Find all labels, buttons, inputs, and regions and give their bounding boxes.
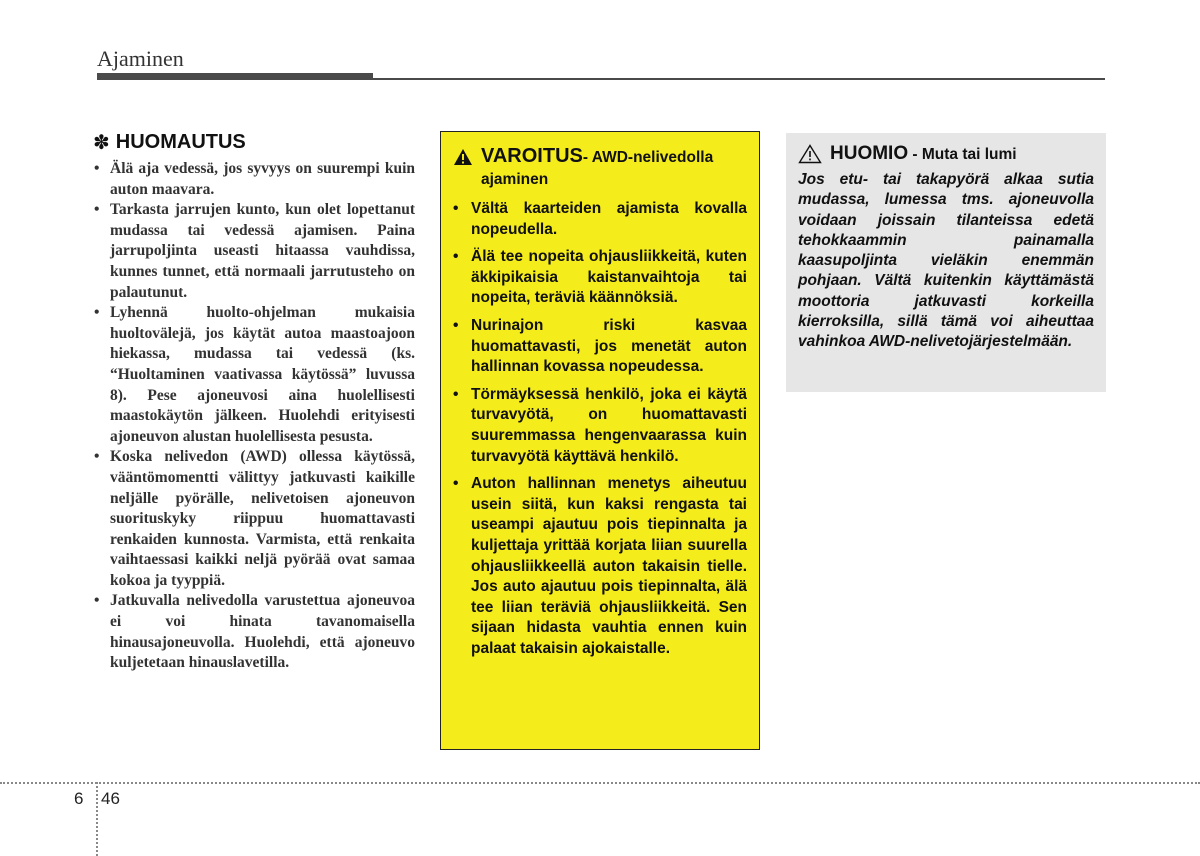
bullet-icon: • xyxy=(453,475,459,493)
caution-triangle-icon xyxy=(798,144,822,164)
bullet-icon: • xyxy=(94,160,100,177)
warning-item-text: Törmäyksessä henkilö, joka ei käytä turvavyötä, on huomattavasti suuremmassa hengenvaarassa kuin turvavyötä käyttävä henkilö. xyxy=(471,385,747,465)
note-item-text: Koska nelivedon (AWD) ollessa käytössä, vääntömomentti välittyy jatkuvasti kaikille neljälle pyörälle, nelivetoisen ajoneuvon suorituskyky riippuu huomattavasti renkaiden kunnosta. Varmista, että renkaita vaihtaessasi kaikki neljä pyörää ovat samaa kokoa ja tyyppiä. xyxy=(110,448,415,589)
bullet-icon: • xyxy=(453,385,459,403)
caution-title xyxy=(830,143,1017,165)
bullet-icon: • xyxy=(453,316,459,334)
bullet-icon: • xyxy=(453,200,459,217)
warning-item xyxy=(453,316,747,378)
page-number: 46 xyxy=(101,789,120,808)
caution-header xyxy=(798,143,1094,165)
note-item xyxy=(93,447,415,591)
chapter-number: 6 xyxy=(74,789,84,808)
warning-item-text: Auton hallinnan menetys aiheutuu usein siitä, kun kaksi rengasta tai useampi ajautuu pois tiepinnalta ja kuljettaja yrittää korjata liian suurella ohjausliikkeellä auton takaisin tielle. Jos auto ajautuu pois tiepinnalta, älä tee liian teräviä ohjausliikkeitä. Sen sijaan hidasta vauhtia ennen kuin palaat takaisin ajokaistalle. xyxy=(471,475,747,657)
warning-list xyxy=(453,199,747,659)
warning-item-text: Älä tee nopeita ohjausliikkeitä, kuten äkkipikaisia kaistanvaihtoja tai nopeita, teräviä käännöksiä. xyxy=(471,248,747,307)
warning-title xyxy=(481,146,747,190)
note-heading-text: HUOMAUTUS xyxy=(115,131,246,153)
warning-title-word: VAROITUS xyxy=(481,145,583,167)
bullet-icon: • xyxy=(453,248,459,266)
bullet-icon: • xyxy=(94,448,100,466)
warning-item xyxy=(453,474,747,659)
note-item-text: Lyhennä huolto-ohjelman mukaisia huoltovälejä, jos käytät autoa maastoajoon hiekassa, mudassa tai vedessä (ks. “Huoltaminen vaativassa käytössä” luvussa 8). Pese ajoneuvosi aina huolellisesti maastokäytön jälkeen. Huolehdi erityisesti ajoneuvon alustan huolellisesta pesusta. xyxy=(110,304,415,445)
note-heading xyxy=(93,130,415,155)
caution-title-word: HUOMIO xyxy=(830,143,909,164)
bullet-icon: • xyxy=(94,201,100,219)
note-item-text: Tarkasta jarrujen kunto, kun olet lopettanut mudassa tai vedessä ajamisen. Paina jarrupoljinta useasti hitaassa vauhdissa, kunnes tunnet, että normaali jarrutusteho on palautunut. xyxy=(110,201,415,301)
header-rule xyxy=(373,78,1105,80)
warning-title-sub: - AWD-nelivedolla ajaminen xyxy=(481,149,714,188)
asterisk-icon: ✽ xyxy=(93,132,110,154)
warning-box xyxy=(440,131,760,750)
note-section xyxy=(93,130,415,674)
caution-body: Jos etu- tai takapyörä alkaa sutia mudassa, lumessa tms. ajoneuvolla voidaan joissain tilanteissa edetä tehokkaammin painamalla kaasupoljinta vieläkin enemmän pohjaan. Vältä kuitenkin käyttämästä moottoria jatkuvasti korkeilla kierroksilla, sillä tämä voi aiheuttaa vahinkoa AWD-nelivetojärjestelmään. xyxy=(798,171,1094,351)
warning-header xyxy=(453,146,747,190)
warning-item-text: Nurinajon riski kasvaa huomattavasti, jos menetät auton hallinnan kovassa nopeudessa. xyxy=(471,316,747,376)
footer-dotted-divider xyxy=(96,782,98,856)
note-item xyxy=(93,200,415,303)
caution-title-sub: - Muta tai lumi xyxy=(908,146,1017,163)
header-bar xyxy=(97,73,373,80)
note-item xyxy=(93,591,415,673)
note-item xyxy=(93,159,415,200)
bullet-icon: • xyxy=(94,304,100,322)
note-item xyxy=(93,303,415,447)
note-item-text: Jatkuvalla nelivedolla varustettua ajoneuvoa ei voi hinata tavanomaisella hinausajoneuvolla. Huolehdi, että ajoneuvo kuljetetaan hinauslavetilla. xyxy=(110,592,415,672)
caution-box xyxy=(786,133,1106,392)
bullet-icon: • xyxy=(94,592,100,610)
warning-item-text: Vältä kaarteiden ajamista kovalla nopeudella. xyxy=(471,200,747,238)
warning-triangle-icon xyxy=(453,148,473,166)
note-item-text: Älä aja vedessä, jos syvyys on suurempi kuin auton maavara. xyxy=(110,160,415,198)
warning-item xyxy=(453,247,747,309)
warning-item xyxy=(453,199,747,240)
section-title: Ajaminen xyxy=(97,46,184,71)
footer-dotted-rule xyxy=(0,782,1200,784)
note-list xyxy=(93,159,415,674)
warning-item xyxy=(453,385,747,467)
